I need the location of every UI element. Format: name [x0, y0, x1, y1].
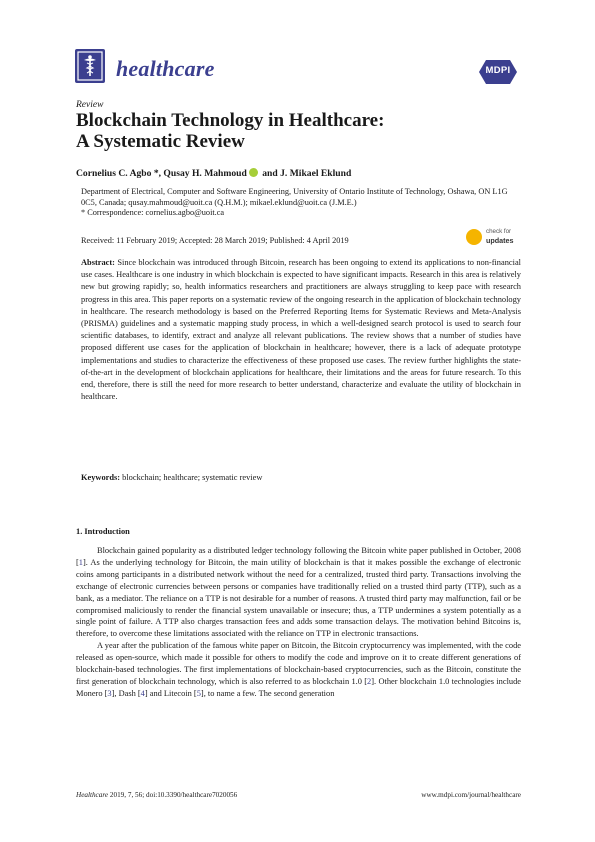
mdpi-logo-icon — [478, 58, 518, 86]
footer-citation-rest: 2019, 7, 56; doi:10.3390/healthcare7020056 — [108, 791, 238, 799]
paragraph-text: ], to name a few. The second generation — [200, 688, 335, 698]
title-line-1: Blockchain Technology in Healthcare: — [76, 110, 385, 131]
reference-link[interactable]: 5 — [196, 688, 201, 698]
title-line-2: A Systematic Review — [76, 131, 245, 152]
paragraph-text: A year after the publication of the famous white paper on Bitcoin, the Bitcoin cryptocurrency was implemented, with the code released as open-source, which made it possible for others to modify the code and improve on it to create different generations of blockchain-based technologies. The first implementations of blockchain-based cryptocurrencies, such as the Bitcoin, constitute the first generation of blockchain technology, which is also referred to as blockchain 1.0 [ — [76, 641, 521, 686]
abstract-label: Abstract: — [81, 258, 115, 267]
healthcare-logo-icon — [75, 49, 105, 83]
paragraph-text: Blockchain gained popularity as a distributed ledger technology following the Bitcoin white paper published in October, 2008 [ — [76, 546, 521, 567]
publication-dates: Received: 11 February 2019; Accepted: 28 March 2019; Published: 4 April 2019 — [81, 236, 349, 245]
orcid-icon[interactable] — [249, 168, 258, 177]
section-heading: 1. Introduction — [76, 527, 130, 536]
paragraph-2 — [76, 640, 521, 700]
reference-link[interactable]: 1 — [78, 557, 83, 567]
check-for-updates-label-2: updates — [486, 236, 514, 245]
article-type: Review — [76, 100, 104, 110]
keywords-text: blockchain; healthcare; systematic review — [120, 473, 263, 482]
authors-part-1: Cornelius C. Agbo *, Qusay H. Mahmoud — [76, 168, 247, 179]
paragraph-text: ] and Litecoin [ — [144, 688, 197, 698]
reference-link[interactable]: 3 — [107, 688, 112, 698]
check-for-updates-badge[interactable] — [466, 226, 526, 248]
journal-name: healthcare — [116, 56, 215, 81]
authors — [76, 168, 351, 179]
abstract — [81, 257, 521, 403]
affiliation: Department of Electrical, Computer and Software Engineering, University of Ontario Institute of Technology, Oshawa, ON L1G 0C5, Canada; qusay.mahmoud@uoit.ca (Q.H.M.); mikael.eklund@uoit.ca (J.M.E.) — [81, 187, 508, 207]
footer-url[interactable]: www.mdpi.com/journal/healthcare — [421, 791, 521, 799]
check-for-updates-icon — [466, 229, 482, 245]
mdpi-logo-text: MDPI — [485, 65, 511, 76]
keywords-label: Keywords: — [81, 473, 121, 482]
keywords — [81, 473, 262, 482]
abstract-text: Since blockchain was introduced through Bitcoin, research has been ongoing to extend its applications to non-financial use cases. Healthcare is one industry in which blockchain is expected to have significant impacts. Research in this area is relatively new but growing rapidly; so, health informatics researchers and practitioners are always struggling to keep pace with research progress in this area. This paper reports on a systematic review of the ongoing research in the application of blockchain technology in healthcare. The research methodology is based on the Preferred Reporting Items for Systematic Reviews and Meta-Analysis (PRISMA) guidelines and a systematic mapping study process, in which a well-designed search protocol is used to search four scientific databases, to identify, extract and analyze all relevant publications. The review shows that a number of studies have proposed different use cases for the application of blockchain in healthcare; however, there is a lack of adequate prototype implementations and studies to characterize the effectiveness of these proposed use cases. The review further highlights the state-of-the-art in the development of blockchain applications for healthcare, their limitations and the areas for future research. To this end, therefore, there is still the need for more research to better understand, characterize and evaluate the utility of blockchain in healthcare. — [81, 258, 521, 402]
paragraph-text: ]. Other blockchain 1.0 technologies include Monero [ — [76, 676, 521, 698]
footer-citation — [76, 791, 237, 799]
paragraph-1 — [76, 545, 521, 640]
footer-journal: Healthcare — [76, 791, 109, 799]
reference-link[interactable]: 4 — [140, 688, 145, 698]
check-for-updates-label-1: check for — [486, 228, 512, 235]
paragraph-text: ], Dash [ — [111, 688, 141, 698]
section-body — [76, 545, 521, 700]
reference-link[interactable]: 2 — [367, 676, 372, 686]
correspondence: * Correspondence: cornelius.agbo@uoit.ca — [81, 208, 225, 217]
paragraph-text: ]. As the underlying technology for Bitcoin, the main utility of blockchain is that it makes possible the exchange of electronic coins among participants in a distributed network without the need for a centralized, trusted third party. Transactions involving the exchange of electronic currencies between persons or companies have traditionally relied on a trusted third party (TTP), such as a bank, as a mediator. The reliance on a TTP is not desirable for a number of reasons. A trusted third party may malfunction, fail or be compromised maliciously to render the financial system unavailable or insecure; thus, a TTP undermines a system potentially as a single point of failure. A TTP also charges transaction fees and adds some transaction delays. The motivation behind Bitcoins is, therefore, to overcome these limitations associated with the reliance on TTP in electronic transactions. — [76, 557, 521, 639]
authors-part-2: and J. Mikael Eklund — [259, 168, 352, 179]
